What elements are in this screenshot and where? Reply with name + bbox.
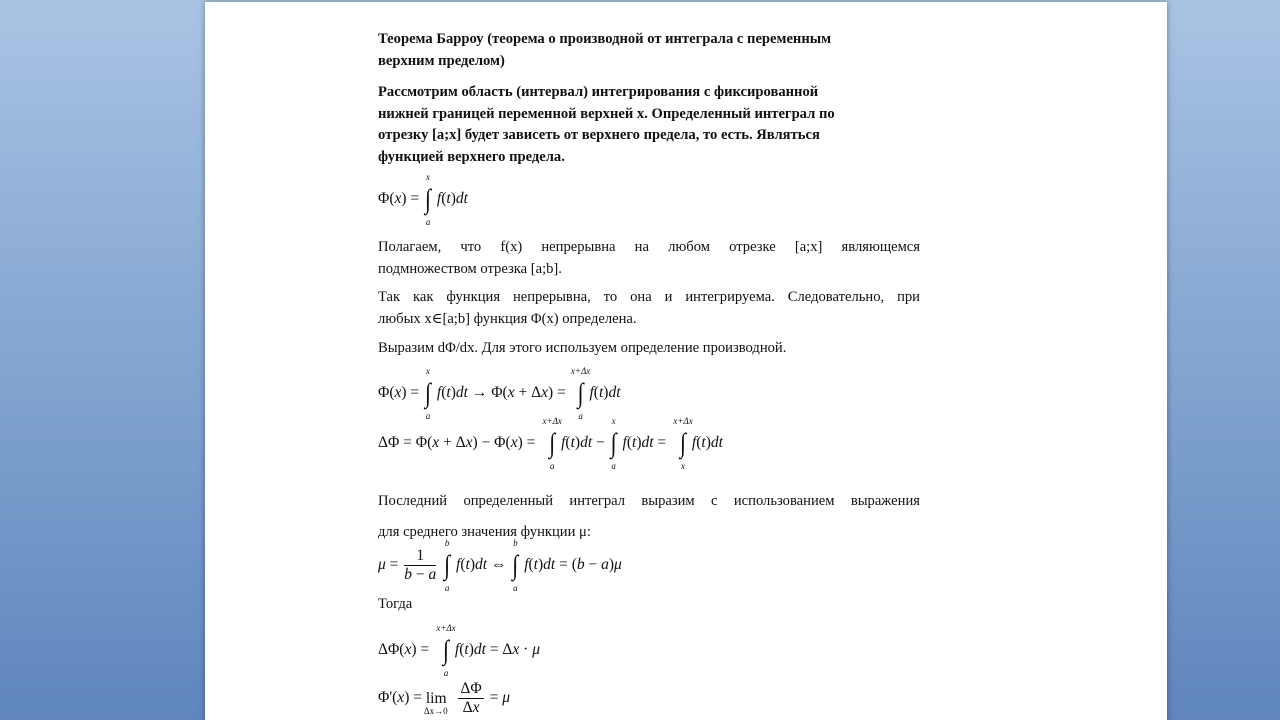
paragraph-mean-value-line2: для среднего значения функции μ: — [378, 524, 591, 540]
formula-phi-shift: Φ(x) = ∫ x a f(t)dt → Φ(x + Δx) = ∫ x+Δx a f(t)dt — [378, 366, 621, 421]
paragraph-derivative-intro: Выразим dΦ/dx. Для этого используем определение производной. — [378, 340, 787, 356]
paragraph-mean-value-line1: Последний определенный интеграл выразим с использованием выражения — [378, 493, 920, 509]
theorem-title — [378, 29, 920, 72]
formula-delta-phi-mu: ΔΦ(x) = ∫ x+Δx a f(t)dt = Δx · μ — [378, 623, 540, 678]
formula-phi-definition: Φ(x) = ∫ x a f(t)dt — [378, 172, 468, 227]
title-line: верхним пределом) — [378, 52, 505, 69]
title-line: Теорема Барроу (теорема о производной от интеграла с переменным — [378, 31, 832, 47]
word-then: Тогда — [378, 596, 413, 612]
formula-delta-phi: ΔΦ = Φ(x + Δx) − Φ(x) = ∫ x+Δx a f(t)dt − ∫ x a f(t)dt = ∫ x+Δx x f(t)dt — [378, 416, 723, 471]
document-page — [205, 2, 1167, 720]
formula-derivative-limit: Φ'(x) = lim Δx→0 $\frac{\Delta\Phi}{\Delta x}$ = μ — [378, 680, 510, 716]
paragraph-continuity: Полагаем, что f(x) непрерывна на любом отрезке [a;x] являющемся подмножеством отрезка [a;b]. — [378, 239, 920, 277]
intro-paragraph: Рассмотрим область (интервал) интегрирования с фиксированной нижней границей переменной верхней x. Определенный интеграл по отрезку [a;x] будет зависеть от верхнего предела, то есть. Являться функцией верхнего предела. — [378, 84, 835, 165]
paragraph-integrability: Так как функция непрерывна, то она и интегрируема. Следовательно, при любых x∈[a;b] функция Φ(x) определена. — [378, 289, 920, 327]
formula-mean-value: μ = $\frac{1}{b - a}$ ∫ b a f(t)dt ⇔ ∫ b a f(t)dt = (b − a)μ — [378, 538, 622, 593]
